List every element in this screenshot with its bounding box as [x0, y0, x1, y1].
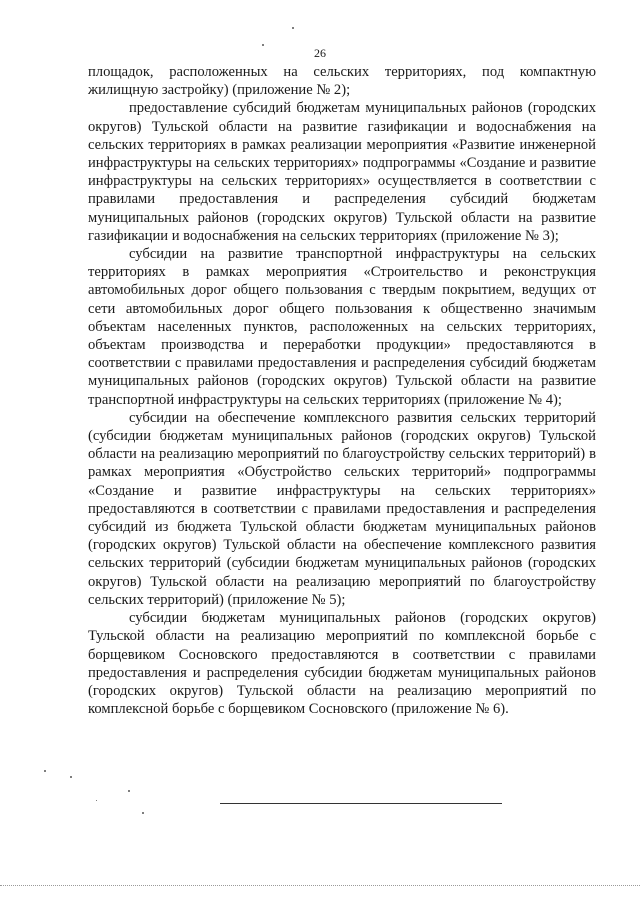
scan-speck: [44, 770, 46, 772]
scan-speck: [70, 776, 72, 778]
scan-bottom-edge: [0, 885, 640, 886]
scan-speck: [262, 44, 264, 46]
document-body: [88, 63, 596, 718]
scan-speck: [128, 790, 130, 792]
paragraph-1: площадок, расположенных на сельских территориях, под компактную жилищную застройку) (приложение № 2);: [88, 64, 596, 99]
paragraph-5: субсидии бюджетам муниципальных районов (городских округов) Тульской области на реализацию мероприятий по комплексной борьбе с борщевиком Сосновского предоставляются в соответствии с правилами предоставления и распределения субсидии бюджетам муниципальных районов (городских округов) Тульской области на реализацию мероприятий по комплексной борьбе с борщевиком Сосновского (приложение № 6).: [88, 610, 596, 718]
scan-speck: [292, 27, 294, 29]
scan-speck: [96, 800, 97, 801]
paragraph-3: субсидии на развитие транспортной инфраструктуры на сельских территориях в рамках мероприятия «Строительство и реконструкция автомобильных дорог общего пользования с твердым покрытием, ведущих от сети автомобильных дорог общего пользования к общественно значимым объектам населенных пунктов, расположенных на сельских территориях, объектам производства и переработки продукции» предоставляются в соответствии с правилами предоставления и распределения субсидий бюджетам муниципальных районов (городских округов) Тульской области на развитие транспортной инфраструктуры на сельских территориях (приложение № 4);: [88, 246, 596, 408]
page-number: 26: [314, 46, 326, 60]
paragraph-4: субсидии на обеспечение комплексного развития сельских территорий (субсидии бюджетам муниципальных районов (городских округов) Тульской области на реализацию мероприятий по благоустройству сельских территорий) в рамках мероприятия «Обустройство сельских территорий» подпрограммы «Создание и развитие инфраструктуры на сельских территориях» предоставляются в соответствии с правилами предоставления и распределения субсидий из бюджета Тульской области бюджетам муниципальных районов (городских округов) Тульской области на обеспечение комплексного развития сельских территорий (субсидии бюджетам муниципальных районов (городских округов) Тульской области на реализацию мероприятий по благоустройству сельских территорий) (приложение № 5);: [88, 409, 596, 608]
scan-speck: [142, 812, 144, 814]
paragraph-2: предоставление субсидий бюджетам муниципальных районов (городских округов) Тульской области на развитие газификации и водоснабжения на сельских территориях в рамках реализации мероприятия «Развитие инженерной инфраструктуры на сельских территориях» подпрограммы «Создание и развитие инфраструктуры на сельских территориях» осуществляется в соответствии с правилами предоставления и распределения субсидий бюджетам муниципальных районов (городских округов) Тульской области на развитие газификации и водоснабжения на сельских территориях (приложение № 3);: [88, 100, 596, 244]
closing-separator-line: [220, 803, 502, 804]
